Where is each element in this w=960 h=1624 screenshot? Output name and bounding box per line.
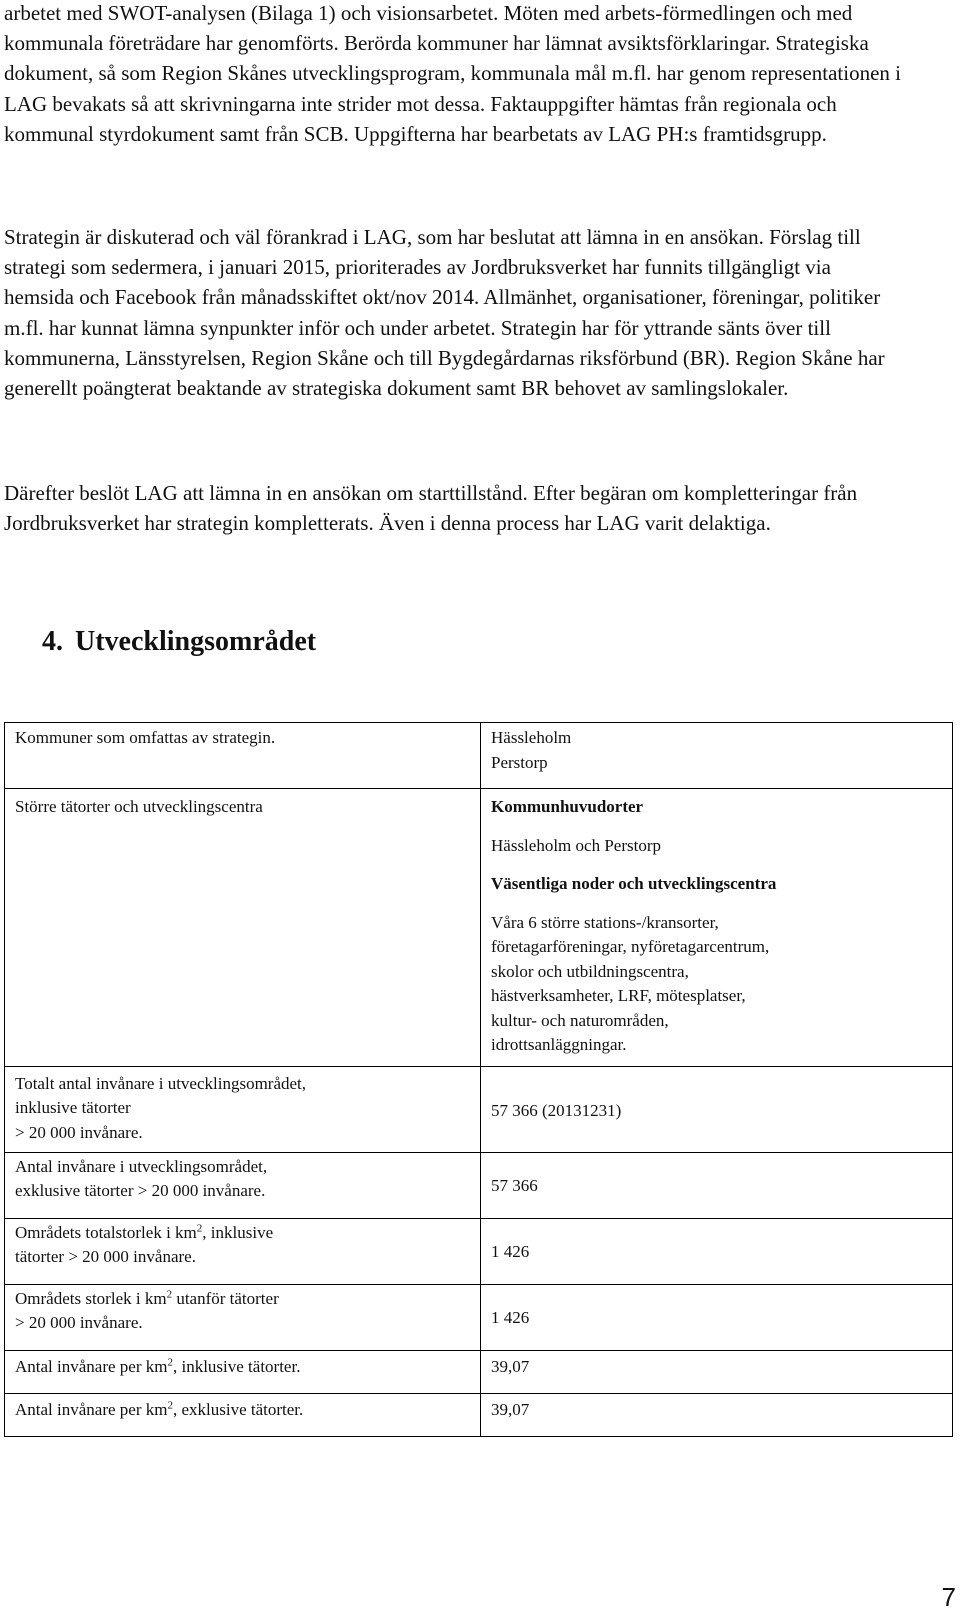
table-row	[5, 1393, 953, 1436]
noder-line: hästverksamheter, LRF, mötesplatser,	[491, 986, 746, 1005]
row-value	[481, 723, 953, 789]
page-number: 7	[941, 1582, 956, 1612]
subheading-noder: Väsentliga noder och utvecklingscentra	[491, 874, 777, 893]
row-label: Antal invånare per $km^2$, exklusive tätorter.	[5, 1393, 481, 1436]
row-value: 39,07	[481, 1393, 953, 1436]
table-row	[5, 789, 953, 1067]
table-row	[5, 1152, 953, 1218]
municipality-perstorp: Perstorp	[491, 752, 548, 772]
row-label-line: tätorter > 20 000 invånare.	[15, 1247, 196, 1266]
row-label-line: Områdets storlek i $km^2$ utanför tätorter	[15, 1287, 279, 1308]
municipality-hassleholm: Hässleholm	[491, 728, 572, 747]
row-label-line: Totalt antal invånare i utvecklingsområdet,	[15, 1073, 307, 1093]
row-label	[5, 1284, 481, 1350]
row-value: 1 426	[481, 1218, 953, 1284]
row-value	[481, 789, 953, 1067]
area-info-table	[4, 722, 953, 1437]
noder-line: idrottsanläggningar.	[491, 1035, 627, 1054]
row-value: 1 426	[481, 1284, 953, 1350]
subheading-kommunhuvudorter: Kommunhuvudorter	[491, 797, 644, 816]
body-paragraph-2: Strategin är diskuterad och väl förankrad i LAG, som har beslutat att lämna in en ansökan. Förslag till strategi som sedermera, i januari 2015, prioriterades av Jordbruksverket har funnits tillgängligt via hemsida och Facebook från månadsskiftet okt/nov 2014. Allmänhet, organisationer, föreningar, politiker m.fl. har kunnat lämna synpunkter inför och under arbetet. Strategin har för yttrande sänts över till kommunerna, Länsstyrelsen, Region Skåne och till Bygdegårdarnas riksförbund (BR). Region Skåne har generellt poängterat beaktande av strategiska dokument samt BR behovet av samlingslokaler.	[4, 225, 885, 401]
row-label-text: Större tätorter och utvecklingscentra	[15, 797, 263, 816]
row-label: Antal invånare per $km^2$, inklusive tätorter.	[5, 1350, 481, 1393]
body-paragraph-1: arbetet med SWOT-analysen (Bilaga 1) och visionsarbetet. Möten med arbets-förmedlingen och med kommunala företrädare har genomförts. Berörda kommuner har lämnat avsiktsförklaringar. Strategiska dokument, så som Region Skånes utvecklingsprogram, kommunala mål m.fl. har genom representationen i LAG bevakats så att skrivningarna inte strider mot dessa. Faktauppgifter hämtas från regionala och kommunal styrdokument samt från SCB. Uppgifterna har bearbetats av LAG PH:s framtidsgrupp.	[4, 1, 901, 146]
row-label	[5, 1218, 481, 1284]
row-label-line: exklusive tätorter > 20 000 invånare.	[15, 1181, 266, 1200]
noder-line: skolor och utbildningscentra,	[491, 961, 689, 981]
row-label-line: > 20 000 invånare.	[15, 1313, 143, 1332]
row-label	[5, 1152, 481, 1218]
row-label	[5, 1066, 481, 1152]
noder-line: Våra 6 större stations-/kransorter,	[491, 912, 719, 932]
row-label-line: Antal invånare i utvecklingsområdet,	[15, 1156, 268, 1176]
row-label-line: Områdets totalstorlek i $km^2$, inklusive	[15, 1221, 274, 1242]
table-row	[5, 1350, 953, 1393]
row-label	[5, 723, 481, 789]
table-row	[5, 1218, 953, 1284]
section-heading	[42, 626, 316, 658]
row-label-text: Kommuner som omfattas av strategin.	[15, 728, 276, 747]
section-number: 4.	[42, 626, 63, 657]
body-paragraph-3: Därefter beslöt LAG att lämna in en ansökan om starttillstånd. Efter begäran om kompletteringar från Jordbruksverket har strategin kompletterats. Även i denna process har LAG varit delaktiga.	[4, 481, 858, 536]
row-value: 39,07	[481, 1350, 953, 1393]
row-value: 57 366	[481, 1152, 953, 1218]
noder-line: kultur- och naturområden,	[491, 1010, 669, 1030]
table-row	[5, 1066, 953, 1152]
table-row	[5, 723, 953, 789]
row-value: 57 366 (20131231)	[481, 1066, 953, 1152]
section-title: Utvecklingsområdet	[75, 626, 317, 657]
table-row	[5, 1284, 953, 1350]
noder-line: företagarföreningar, nyföretagarcentrum,	[491, 937, 770, 956]
row-label	[5, 789, 481, 1067]
kommunhuvudorter-text: Hässleholm och Perstorp	[491, 835, 661, 855]
row-label-line: inklusive tätorter	[15, 1098, 131, 1117]
row-label-line: > 20 000 invånare.	[15, 1122, 143, 1142]
